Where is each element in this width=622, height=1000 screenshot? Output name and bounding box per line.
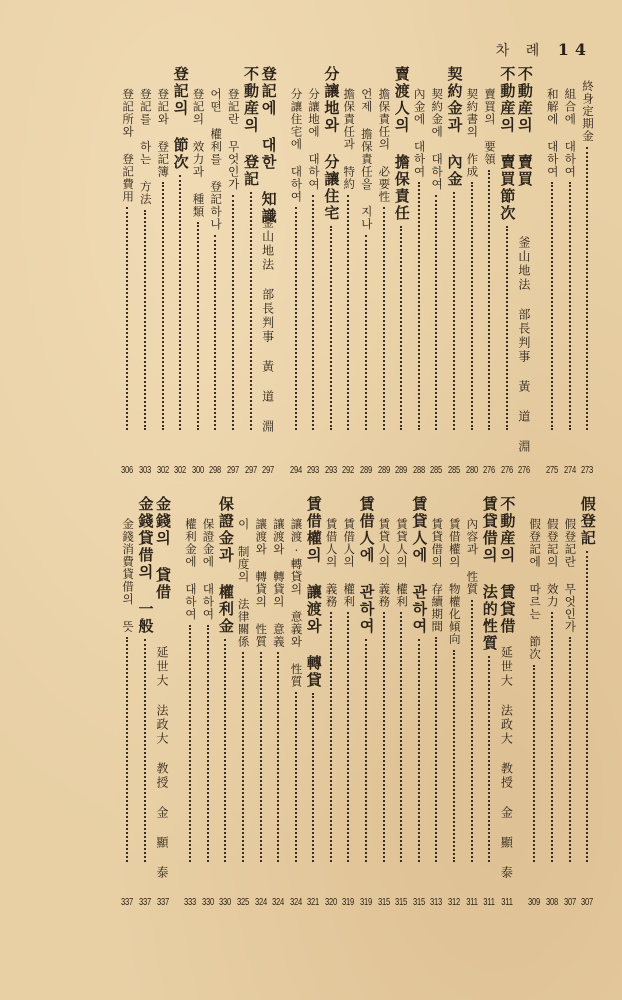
dot-leader — [162, 182, 164, 430]
toc-entry-page: 298 — [209, 464, 222, 476]
toc-entry-title: 擔保責任과 特約 — [342, 88, 357, 191]
toc-entry — [269, 496, 287, 908]
toc-entry-page: 300 — [191, 464, 204, 476]
toc-entry-title: 分讓地에 대하여 — [307, 88, 322, 191]
toc-entry-title: 終身定期金 — [580, 80, 595, 143]
toc-top-block — [24, 66, 596, 476]
toc-entry-page: 319 — [360, 896, 373, 908]
toc-entry-title: 賃借人의 義務 — [324, 518, 339, 608]
toc-entry-page: 302 — [156, 464, 169, 476]
toc-entry-title: 賃貸人의 義務 — [377, 518, 392, 608]
toc-entry — [392, 66, 410, 476]
toc-entry — [119, 66, 137, 476]
toc-entry-page: 324 — [254, 896, 267, 908]
dot-leader — [383, 207, 385, 430]
toc-entry-title: 權利金에 대하여 — [183, 518, 198, 621]
toc-entry-page: 297 — [244, 464, 257, 476]
toc-entry — [357, 496, 375, 908]
toc-entry-title: 內容과 性質 — [465, 518, 480, 596]
toc-entry-page: 311 — [465, 896, 478, 908]
toc-entry — [287, 496, 305, 908]
toc-entry — [498, 496, 516, 908]
toc-entry — [181, 496, 199, 908]
toc-entry-page: 288 — [412, 464, 425, 476]
toc-entry-title: 內金에 대하여 — [412, 88, 427, 178]
dot-leader — [250, 192, 252, 430]
dot-leader — [330, 612, 332, 862]
toc-entry-page: 324 — [272, 896, 285, 908]
toc-entry-title: 언제 擔保責任을 지나 — [359, 88, 374, 231]
toc-entry-page: 289 — [377, 464, 390, 476]
toc-entry-title: 賃貸人에 관하여 — [410, 496, 429, 635]
toc-entry-title: 賃借人에 관하여 — [357, 496, 376, 635]
toc-entry-title: 假登記 — [578, 496, 597, 547]
toc-entry-title: 和解에 대하여 — [545, 88, 560, 178]
header-label: 차 례 — [495, 43, 546, 59]
toc-entry — [463, 496, 481, 908]
toc-entry-page: 315 — [395, 896, 408, 908]
toc-entry-author: 釜山地法 部長判事 黃 道 淵 — [516, 236, 531, 454]
dot-leader — [224, 639, 226, 862]
toc-entry — [357, 66, 375, 476]
dot-leader — [586, 551, 588, 862]
toc-entry — [526, 496, 544, 908]
toc-entry — [578, 66, 596, 476]
toc-entry — [578, 496, 596, 908]
toc-entry-title: 賃借權의 物權化傾向 — [447, 518, 462, 646]
toc-entry-page: 333 — [184, 896, 197, 908]
toc-entry-page: 308 — [546, 896, 559, 908]
toc-entry-page: 285 — [448, 464, 461, 476]
dot-leader — [144, 210, 146, 430]
dot-leader — [126, 207, 128, 430]
toc-entry-page: 325 — [236, 896, 249, 908]
toc-entry-page: 297 — [262, 464, 275, 476]
toc-entry — [322, 66, 340, 476]
dot-leader — [312, 693, 314, 862]
toc-entry-author: 延世大 法政大 教授 金 顯 泰 — [155, 646, 170, 880]
toc-entry-page: 276 — [483, 464, 496, 476]
toc-entry — [516, 66, 534, 476]
toc-entry-title: 分讓地와 分讓住宅 — [322, 66, 341, 222]
toc-entry-title: 擔保責任의 必要性 — [377, 88, 392, 203]
toc-entry-title: 登記란 무엇인가 — [226, 88, 241, 191]
toc-entry-title: 保證金과 權利金 — [216, 496, 235, 635]
toc-entry — [119, 496, 137, 908]
dot-leader — [586, 147, 588, 430]
toc-entry — [199, 496, 217, 908]
toc-entry-page: 337 — [156, 896, 169, 908]
dot-leader — [207, 625, 209, 862]
toc-entry — [259, 66, 277, 476]
toc-entry — [322, 496, 340, 908]
dot-leader — [365, 639, 367, 862]
dot-leader — [418, 639, 420, 862]
dot-leader — [453, 192, 455, 430]
toc-entry-page: 306 — [121, 464, 134, 476]
dot-leader — [471, 182, 473, 430]
toc-entry — [561, 496, 579, 908]
dot-leader — [347, 195, 349, 430]
toc-entry-page: 289 — [395, 464, 408, 476]
toc-entry — [428, 496, 446, 908]
dot-leader — [214, 235, 216, 430]
toc-entry-page: 311 — [483, 896, 495, 908]
toc-entry-title: 登記에 대한 知識 — [259, 66, 278, 225]
toc-entry — [136, 66, 154, 476]
toc-entry-author: 延世大 法政大 教授 金 顯 泰 — [499, 646, 514, 880]
toc-entry-page: 276 — [518, 464, 531, 476]
dot-leader — [400, 226, 402, 430]
toc-entry-title: 不動産의 登記 — [242, 66, 261, 188]
toc-entry-title: 賣渡人의 擔保責任 — [392, 66, 411, 222]
toc-entry-page: 309 — [528, 896, 541, 908]
toc-entry-page: 330 — [219, 896, 232, 908]
toc-entry-page: 330 — [201, 896, 214, 908]
toc-entry-page: 307 — [563, 896, 576, 908]
toc-entry-title: 讓渡와 轉貸의 意義 — [271, 518, 286, 648]
toc-entry-page: 280 — [465, 464, 478, 476]
toc-entry — [136, 496, 154, 908]
dot-leader — [435, 195, 437, 430]
toc-entry — [463, 66, 481, 476]
toc-entry — [498, 66, 516, 476]
toc-spacer — [171, 496, 181, 908]
dot-leader — [569, 637, 571, 862]
toc-entry-page: 289 — [360, 464, 373, 476]
toc-entry-title: 賣買의 要領 — [482, 88, 497, 166]
dot-leader — [242, 652, 244, 862]
toc-entry-page: 275 — [546, 464, 559, 476]
toc-entry-title: 契約書의 作成 — [465, 88, 480, 178]
dot-leader — [551, 182, 553, 430]
toc-entry-title: 賃貸借의 法的性質 — [480, 496, 499, 652]
dot-leader — [383, 612, 385, 862]
toc-entry — [217, 496, 235, 908]
toc-entry-author: 釜山地法 部長判事 黃 道 淵 — [260, 216, 275, 434]
dot-leader — [435, 637, 437, 862]
toc-entry-title: 登記의 節次 — [171, 66, 190, 171]
toc-entry — [154, 496, 172, 908]
toc-entry-title: 登記所와 登記費用 — [121, 88, 136, 203]
dot-leader — [295, 207, 297, 430]
dot-leader — [365, 235, 367, 430]
toc-entry — [561, 66, 579, 476]
dot-leader — [533, 665, 535, 862]
toc-entry-title: 契約金과 內金 — [445, 66, 464, 188]
toc-entry-page: 319 — [342, 896, 355, 908]
dot-leader — [144, 639, 146, 862]
toc-entry-title: 讓渡·轉貸의 意義와 性質 — [289, 518, 304, 688]
toc-entry-title: 金錢의 貸借 — [154, 496, 173, 601]
toc-entry-title: 讓渡와 轉貸의 性質 — [254, 518, 269, 648]
page-header — [496, 40, 592, 60]
toc-entry-page: 312 — [448, 896, 461, 908]
toc-entry-page: 303 — [138, 464, 151, 476]
toc-entry-page: 337 — [121, 896, 134, 908]
toc-entry-page: 315 — [377, 896, 390, 908]
toc-entry — [252, 496, 270, 908]
toc-entry — [171, 66, 189, 476]
toc-entry-page: 307 — [581, 896, 594, 908]
dot-leader — [488, 656, 490, 862]
toc-entry-title: 賃借權의 讓渡와 轉貸 — [304, 496, 323, 689]
toc-spacer — [277, 66, 287, 476]
dot-leader — [260, 652, 262, 862]
toc-entry — [445, 496, 463, 908]
toc-entry — [480, 66, 498, 476]
toc-entry-page: 274 — [563, 464, 576, 476]
toc-entry-page: 313 — [430, 896, 443, 908]
toc-entry-title: 金錢貸借의 一般 — [136, 496, 155, 635]
toc-entry-title: 不動産의 賃貸借 — [498, 496, 517, 635]
toc-entry — [428, 66, 446, 476]
toc-entry-title: 不動産의 賣買節次 — [498, 66, 517, 222]
toc-entry-page: 302 — [174, 464, 187, 476]
toc-bottom-block — [24, 496, 596, 908]
toc-entry-page: 315 — [412, 896, 425, 908]
toc-entry-title: 賃借人의 權利 — [342, 518, 357, 608]
toc-entry-title: 登記를 하는 方法 — [138, 88, 153, 206]
toc-entry-title: 假登記의 效力 — [545, 518, 560, 608]
toc-entry-page: 297 — [226, 464, 239, 476]
toc-entry-title: 分讓住宅에 대하여 — [289, 88, 304, 203]
toc-entry — [445, 66, 463, 476]
toc-entry — [543, 66, 561, 476]
toc-entry-page: 293 — [324, 464, 337, 476]
toc-entry-page: 320 — [324, 896, 337, 908]
toc-entry — [207, 66, 225, 476]
dot-leader — [179, 175, 181, 430]
toc-entry-page: 324 — [289, 896, 302, 908]
toc-entry — [224, 66, 242, 476]
toc-entry-title: 이 制度의 法律關係 — [236, 518, 251, 648]
toc-entry-page: 311 — [501, 896, 513, 908]
toc-entry — [242, 66, 260, 476]
toc-entry — [392, 496, 410, 908]
toc-entry-title: 不動産의 賣買 — [515, 66, 534, 188]
toc-entry-title: 어떤 權利를 登記하나 — [209, 88, 224, 231]
dot-leader — [347, 612, 349, 862]
toc-entry-page: 337 — [138, 896, 151, 908]
dot-leader — [400, 612, 402, 862]
toc-entry — [410, 66, 428, 476]
toc-entry-page: 321 — [307, 896, 320, 908]
dot-leader — [506, 226, 508, 430]
toc-entry-title: 契約金에 대하여 — [430, 88, 445, 191]
dot-leader — [569, 182, 571, 430]
dot-leader — [488, 170, 490, 430]
dot-leader — [232, 195, 234, 430]
dot-leader — [312, 195, 314, 430]
dot-leader — [295, 692, 297, 862]
toc-spacer — [533, 66, 543, 476]
toc-entry — [375, 496, 393, 908]
toc-entry — [340, 496, 358, 908]
toc-entry — [340, 66, 358, 476]
toc-entry-title: 假登記에 따르는 節次 — [528, 518, 543, 661]
toc-entry-title: 賃貸人의 權利 — [395, 518, 410, 608]
dot-leader — [418, 182, 420, 430]
toc-entry — [154, 66, 172, 476]
toc-entry-title: 登記와 登記簿 — [156, 88, 171, 178]
toc-entry — [287, 66, 305, 476]
toc-entry — [305, 496, 323, 908]
dot-leader — [189, 625, 191, 862]
toc-entry — [410, 496, 428, 908]
toc-entry-title: 假登記란 무엇인가 — [563, 518, 578, 633]
toc-entry — [480, 496, 498, 908]
dot-leader — [551, 612, 553, 862]
toc-entry — [234, 496, 252, 908]
toc-entry-title: 組合에 대하여 — [563, 88, 578, 178]
toc-entry — [543, 496, 561, 908]
toc-entry-title: 登記의 效力과 種類 — [191, 88, 206, 218]
toc-entry-page: 285 — [430, 464, 443, 476]
dot-leader — [126, 637, 128, 862]
toc-entry-title: 賃貸借의 存續期間 — [430, 518, 445, 633]
header-page-number: 14 — [557, 40, 592, 59]
toc-entry-page: 292 — [342, 464, 355, 476]
toc-entry — [375, 66, 393, 476]
toc-spacer — [516, 496, 526, 908]
dot-leader — [197, 222, 199, 430]
toc-entry-title: 保證金에 대하여 — [201, 518, 216, 621]
toc-entry-page: 276 — [500, 464, 513, 476]
toc-entry-page: 273 — [581, 464, 594, 476]
dot-leader — [277, 652, 279, 862]
dot-leader — [471, 600, 473, 862]
dot-leader — [330, 226, 332, 430]
toc-entry-page: 293 — [307, 464, 320, 476]
toc-entry — [189, 66, 207, 476]
toc-entry-title: 金錢消費貸借의 뜻 — [121, 518, 136, 633]
dot-leader — [453, 650, 455, 862]
toc-entry — [305, 66, 323, 476]
toc-entry-page: 294 — [289, 464, 302, 476]
